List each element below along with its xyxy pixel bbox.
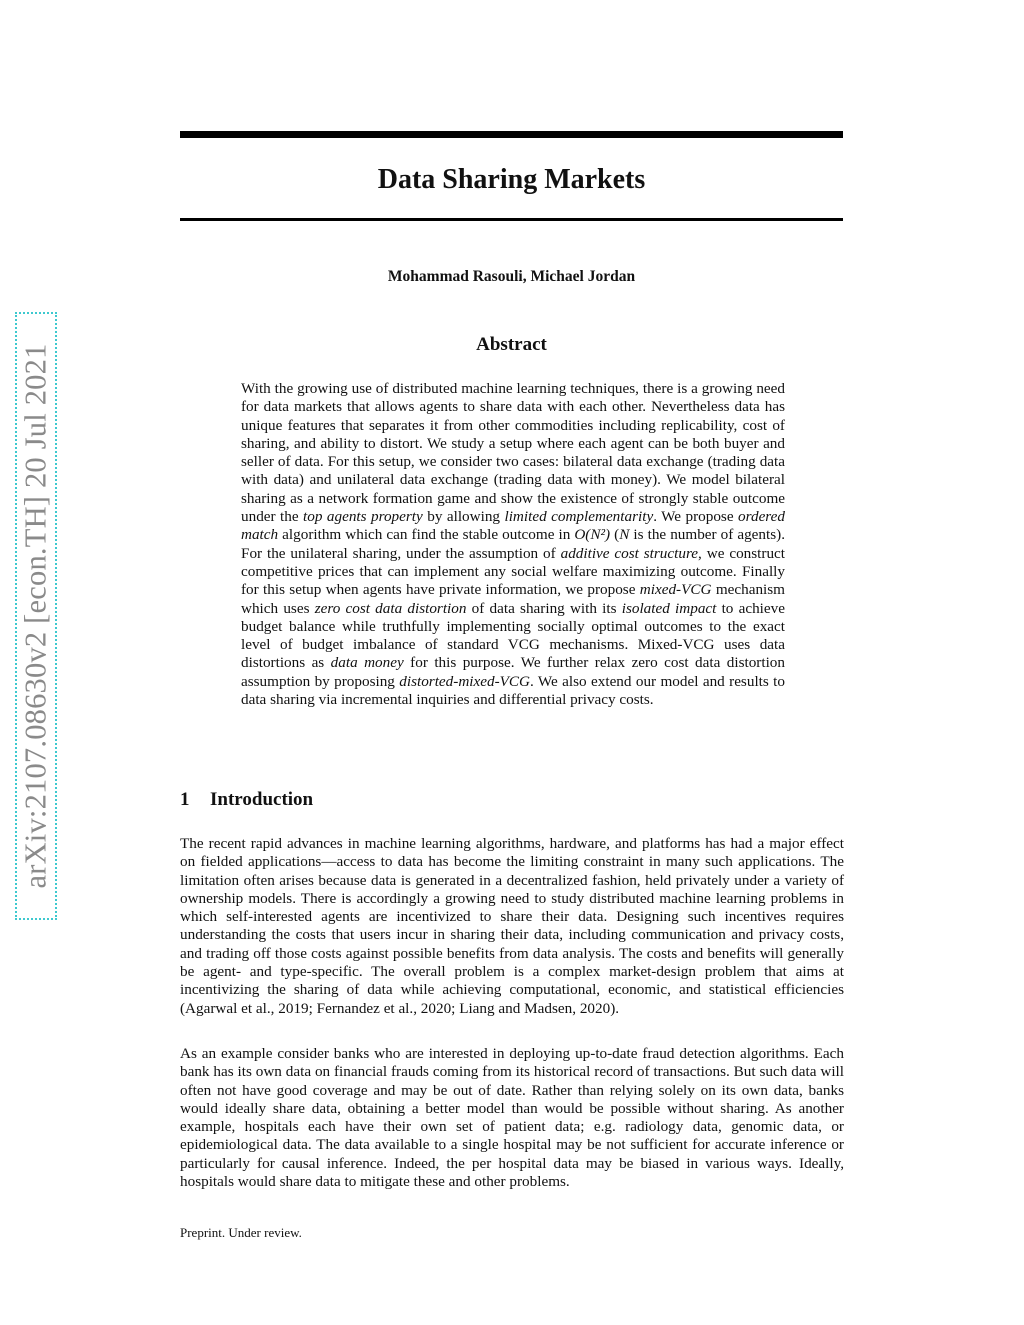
abstract-text-run: by allowing (422, 508, 505, 526)
abstract-emphasis: ordered match (241, 508, 785, 544)
author-list: Mohammad Rasouli, Michael Jordan (387, 268, 636, 285)
abstract-emphasis: limited complementarity (504, 508, 654, 526)
abstract-math: O(N²) (574, 526, 611, 544)
section-title: Introduction (210, 789, 314, 810)
footer-note: Preprint. Under review. (180, 1225, 302, 1240)
abstract-emphasis: top agents property (303, 508, 423, 526)
abstract-emphasis: data money (330, 654, 404, 672)
intro-paragraph-1: The recent rapid advances in machine learning algorithms, hardware, and platforms has had a major effect on fielded applications—access to data has become the limiting constraint in many such applications. The limitation often arises because data is generated in a decentralized fashion, held privately under a variety of ownership models. There is accordingly a growing need to study distributed machine learning problems in which self-interested agents are incentivized to share their data. Designing such incentives requires understanding the costs that users incur in sharing their data, including communication and privacy costs, and trading off those costs against possible benefits from data analysis. The costs and benefits will generally be agent- and type-specific. The overall problem is a complex market-design problem that aims at incentivizing the sharing of data while achieving computational, economic, and statistical efficiencies (Agarwal et al., 2019; Fernandez et al., 2020; Liang and Madsen, 2020). (180, 835, 844, 1017)
section-heading-introduction (180, 788, 313, 812)
abstract-text-run: mechanism which uses (241, 581, 785, 617)
abstract-text-run: is the number of agents). For the unilateral sharing, under the assumption of (241, 526, 785, 562)
abstract-math: N (619, 526, 630, 544)
paper-title: Data Sharing Markets (377, 164, 646, 195)
abstract-text-run: With the growing use of distributed machine learning techniques, there is a growing need for data markets that allows agents to share data with each other. Nevertheless data has unique features that separates it from other commodities including replicability, cost of sharing, and ability to distort. We study a setup where each agent can be both buyer and seller of data. For this setup, we consider two cases: bilateral data exchange (trading data with data) and unilateral data exchange (trading data with money). We model bilateral sharing as a network formation game and show the existence of strongly stable outcome under the (241, 380, 785, 526)
abstract-emphasis: additive cost structure (560, 544, 699, 562)
abstract-emphasis: isolated impact (621, 599, 717, 617)
arxiv-identifier: arXiv:2107.08630v2 [econ.TH] 20 Jul 2021 (18, 343, 53, 889)
abstract-text-run: , we construct competitive prices that can implement any social welfare maximizing outcome. Finally for this setup when agents have private information, we propose (241, 544, 785, 599)
arxiv-side-stamp (15, 312, 57, 920)
abstract-text-run: of data sharing with its (466, 599, 622, 617)
abstract-emphasis: distorted-mixed-VCG (399, 672, 531, 690)
abstract-text-run: ( (610, 526, 620, 544)
abstract-text-run: to achieve budget balance while truthfully implementing socially optimal outcomes to the exact level of budget imbalance of standard VCG mechanisms. Mixed-VCG uses data distortions as (241, 599, 785, 672)
abstract-text-run: . We propose (653, 508, 739, 526)
section-number: 1 (180, 789, 190, 810)
intro-paragraph-2: As an example consider banks who are interested in deploying up-to-date fraud detection algorithms. Each bank has its own data on financial frauds coming from its historical record of transactions. But such data will often not have good coverage and may be out of date. Rather than relying solely on its own data, banks would ideally share data, obtaining a better model than would be possible without sharing. As another example, hospitals each have their own set of patient data; e.g. radiology data, genomic data, or epidemiological data. The data available to a single hospital may be not sufficient for accurate inference or particularly for causal inference. Indeed, the per hospital data may be biased in various ways. Ideally, hospitals would share data to mitigate these and other problems. (180, 1045, 844, 1191)
abstract-emphasis: zero cost data distortion (314, 599, 467, 617)
abstract-heading: Abstract (476, 334, 547, 355)
abstract-body (241, 380, 785, 709)
title-top-rule (180, 131, 843, 138)
abstract-text-run: . We also extend our model and results to data sharing via incremental inquiries and differential privacy costs. (241, 672, 785, 709)
abstract-text-run: algorithm which can find the stable outcome in (278, 526, 575, 544)
abstract-emphasis: mixed-VCG (639, 581, 712, 599)
title-bottom-rule (180, 218, 843, 221)
abstract-text-run: for this purpose. We further relax zero cost data distortion assumption by proposing (241, 654, 785, 690)
